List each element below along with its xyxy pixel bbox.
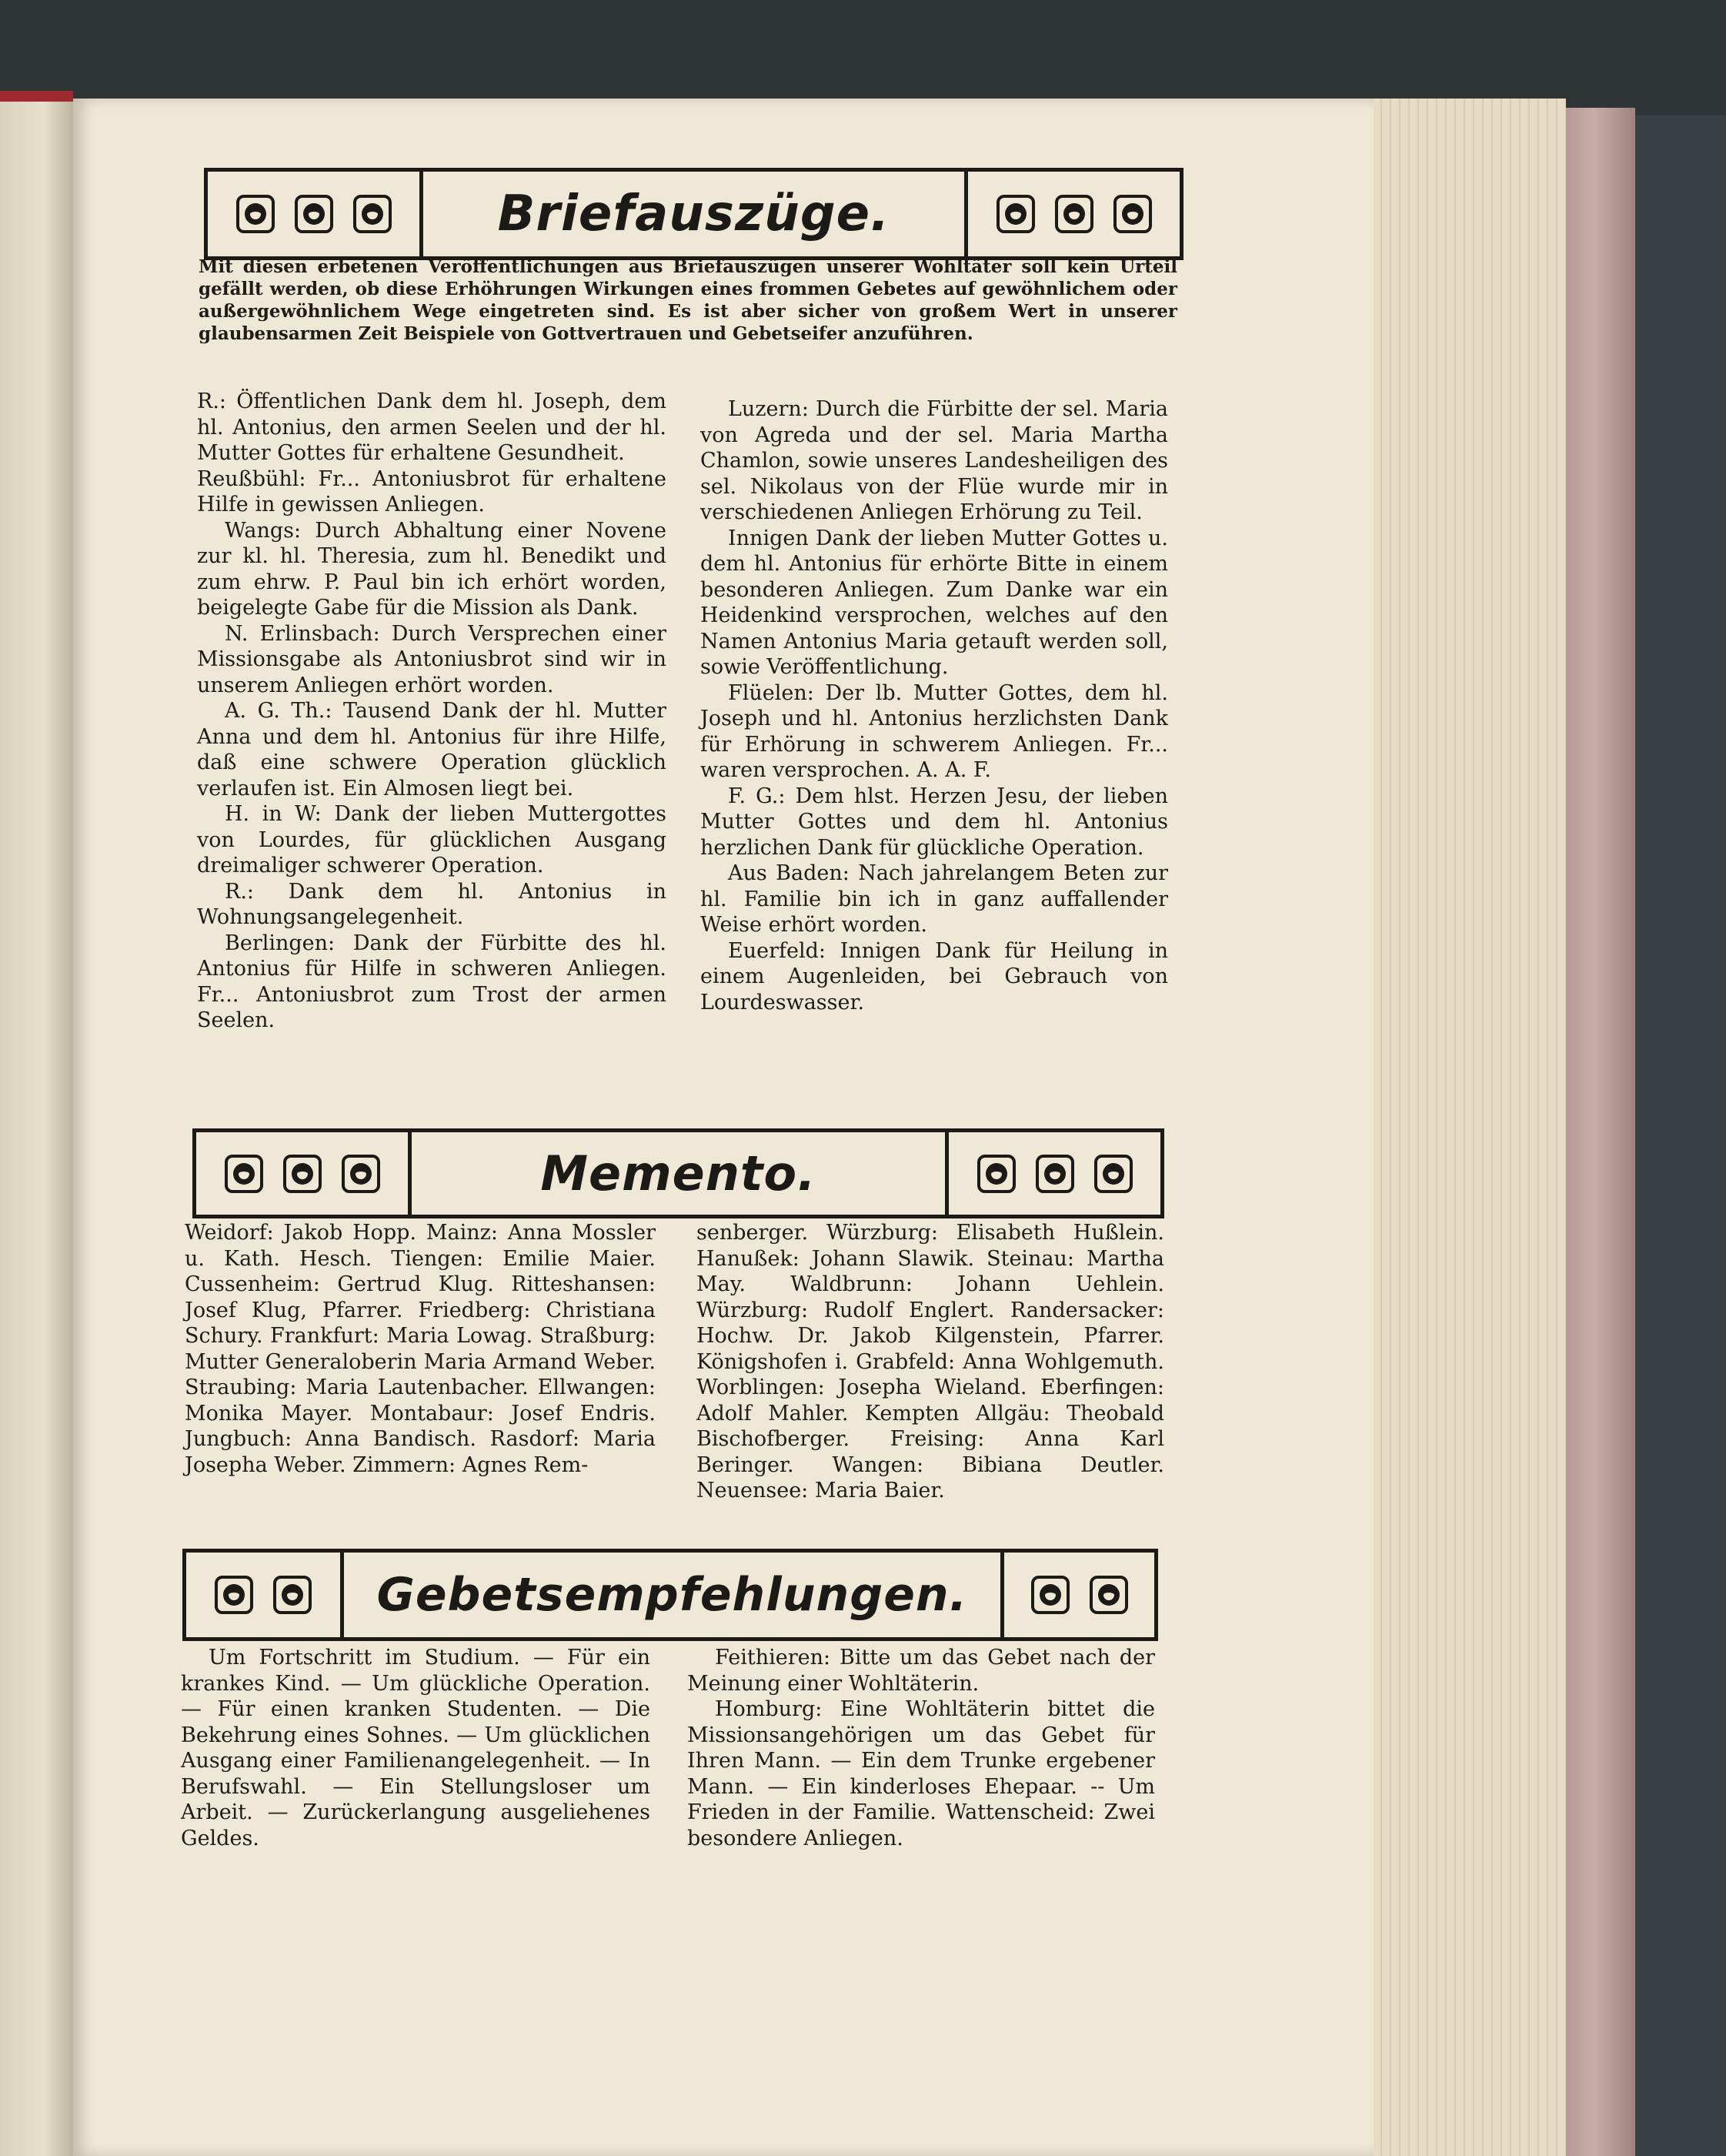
letter-entry: H. in W: Dank der lieben Muttergottes von Lourdes, für glücklichen Ausgang dreimaliger schwerer Operation. bbox=[197, 802, 666, 877]
letter-entry: Flüelen: Der lb. Mutter Gottes, dem hl. Joseph und hl. Antonius herzlichsten Dank für Erhörung in schwerem Anliegen. Fr... waren versprochen. A. A. F. bbox=[700, 680, 1168, 782]
rosette-icon bbox=[977, 1155, 1016, 1193]
memento-column-left bbox=[185, 1220, 656, 1478]
ornament-group-left bbox=[196, 1132, 412, 1215]
book-spine bbox=[1566, 108, 1635, 2156]
rosette-icon bbox=[236, 195, 275, 233]
letter-entry: Innigen Dank der lieben Mutter Gottes u. dem hl. Antonius für erhörte Bitte in einem besonderen Anliegen. Zum Danke war ein Heidenkind versprochen, welches auf den Namen Antonius Maria getauft werden soll, sowie Veröffentlichung. bbox=[700, 526, 1168, 679]
rosette-icon bbox=[273, 1576, 312, 1614]
letter-entry: F. G.: Dem hlst. Herzen Jesu, der lieben Mutter Gottes und dem hl. Antonius herzlichen Dank für glückliche Operation. bbox=[700, 784, 1168, 860]
letter-entry: N. Erlinsbach: Durch Versprechen einer Missionsgabe als Antoniusbrot sind wir in unserem Anliegen erhört worden. bbox=[197, 621, 666, 697]
rosette-icon bbox=[215, 1576, 253, 1614]
briefe-column-right bbox=[700, 396, 1168, 1015]
memento-heading-banner bbox=[192, 1128, 1164, 1218]
letter-entry: A. G. Th.: Tausend Dank der hl. Mutter Anna und dem hl. Antonius für ihre Hilfe, daß eine schwere Operation glücklich verlaufen ist. Ein Almosen liegt bei. bbox=[197, 699, 666, 801]
rosette-icon bbox=[283, 1155, 322, 1193]
gebet-entry: Feithieren: Bitte um das Gebet nach der Meinung einer Wohltäterin. bbox=[687, 1646, 1155, 1696]
ornament-group-right bbox=[1000, 1553, 1154, 1637]
ornament-group-right bbox=[945, 1132, 1160, 1215]
rosette-icon bbox=[1113, 195, 1152, 233]
page-stack bbox=[1374, 99, 1566, 2156]
letter-entry: R.: Dank dem hl. Antonius in Wohnungsangelegenheit. bbox=[197, 879, 666, 929]
rosette-icon bbox=[1090, 1576, 1128, 1614]
gebet-column-right bbox=[687, 1645, 1155, 1851]
briefe-title: Briefauszüge. bbox=[497, 186, 890, 242]
gebet-entry: Homburg: Eine Wohltäterin bittet die Missionsangehörigen um das Gebet für Ihren Mann. — Ein dem Trunke ergebener Mann. — Ein kinderloses Ehepaar. -- Um Frieden in der Familie. Wattenscheid: Zwei besondere Anliegen. bbox=[687, 1697, 1155, 1850]
rosette-icon bbox=[997, 195, 1035, 233]
ornament-group-right bbox=[964, 172, 1180, 256]
left-page-edge bbox=[0, 91, 73, 2156]
binding-edge bbox=[0, 91, 73, 102]
memento-title: Memento. bbox=[540, 1145, 816, 1202]
ornament-group-left bbox=[208, 172, 423, 256]
letter-entry: Aus Baden: Nach jahrelangem Beten zur hl. Familie bin ich in ganz auffallender Weise erhört worden. bbox=[700, 861, 1168, 937]
rosette-icon bbox=[342, 1155, 380, 1193]
gebet-text-left: Um Fortschritt im Studium. — Für ein krankes Kind. — Um glückliche Operation. — Für einen kranken Studenten. — Die Bekehrung eines Sohnes. — Um glücklichen Ausgang einer Familienangelegenheit. — In Berufswahl. — Ein Stellungsloser um Arbeit. — Zurückerlangung ausgeliehenes Geldes. bbox=[181, 1646, 650, 1850]
memento-text-right: senberger. Würzburg: Elisabeth Hußlein. Hanußek: Johann Slawik. Steinau: Martha May. Waldbrunn: Johann Uehlein. Würzburg: Rudolf Englert. Randersacker: Hochw. Dr. Jakob Kilgenstein, Pfarrer. Königshofen i. Grabfeld: Anna Wohlgemuth. Worblingen: Josepha Wieland. Eberfingen: Adolf Mahler. Kempten Allgäu: Theobald Bischofberger. Freising: Anna Karl Beringer. Wangen: Bibiana Deutler. Neuensee: Maria Baier. bbox=[696, 1221, 1164, 1503]
briefe-intro-text: Mit diesen erbetenen Veröffentlichungen aus Briefauszügen unserer Wohltäter soll kein Urteil gefällt werden, ob diese Erhöhrungen Wirkungen eines frommen Gebetes auf gewöhnlichem oder außergewöhnlichem Wege eingetreten sind. Es ist aber sicher von großem Wert in unserer glaubensarmen Zeit Beispiele von Gottvertrauen und Gebetseifer anzuführen. bbox=[199, 256, 1177, 344]
letter-entry: R.: Öffentlichen Dank dem hl. Joseph, dem hl. Antonius, den armen Seelen und der hl. Mutter Gottes für erhaltene Gesundheit. bbox=[197, 389, 666, 465]
book-cover bbox=[1635, 115, 1726, 2156]
rosette-icon bbox=[1094, 1155, 1133, 1193]
memento-column-right bbox=[696, 1220, 1164, 1504]
rosette-icon bbox=[353, 195, 392, 233]
letter-entry: Reußbühl: Fr... Antoniusbrot für erhaltene Hilfe in gewissen Anliegen. bbox=[197, 466, 666, 516]
rosette-icon bbox=[225, 1155, 263, 1193]
briefe-intro bbox=[199, 256, 1177, 345]
letter-entry: Euerfeld: Innigen Dank für Heilung in einem Augenleiden, bei Gebrauch von Lourdeswasser. bbox=[700, 938, 1168, 1014]
rosette-icon bbox=[295, 195, 333, 233]
rosette-icon bbox=[1055, 195, 1093, 233]
memento-text-left: Weidorf: Jakob Hopp. Mainz: Anna Mossler u. Kath. Hesch. Tiengen: Emilie Maier. Cussenheim: Gertrud Klug. Ritteshansen: Josef Klug, Pfarrer. Friedberg: Christiana Schury. Frankfurt: Maria Lowag. Straßburg: Mutter Generaloberin Maria Armand Weber. Straubing: Maria Lautenbacher. Ellwangen: Monika Mayer. Montabaur: Josef Endris. Jungbuch: Anna Bandisch. Rasdorf: Maria Josepha Weber. Zimmern: Agnes Rem- bbox=[185, 1221, 656, 1477]
letter-entry: Wangs: Durch Abhaltung einer Novene zur kl. hl. Theresia, zum hl. Benedikt und zum ehrw. P. Paul bin ich erhört worden, beigelegte Gabe für die Mission als Dank. bbox=[197, 518, 666, 620]
ornament-group-left bbox=[186, 1553, 344, 1637]
letter-entry: Berlingen: Dank der Fürbitte des hl. Antonius für Hilfe in schweren Anliegen. Fr... Antoniusbrot zum Trost der armen Seelen. bbox=[197, 931, 666, 1032]
letter-entry: Luzern: Durch die Fürbitte der sel. Maria von Agreda und der sel. Maria Martha Chamlon, sowie unseres Landesheiligen des sel. Nikolaus von der Flüe wurde mir in verschiedenen Anliegen Erhörung zu Teil. bbox=[700, 397, 1168, 524]
rosette-icon bbox=[1036, 1155, 1074, 1193]
rosette-icon bbox=[1031, 1576, 1070, 1614]
gebet-title: Gebetsempfehlungen. bbox=[376, 1568, 968, 1622]
gebet-heading-banner bbox=[182, 1549, 1158, 1641]
gebet-column-left bbox=[181, 1645, 650, 1851]
briefe-column-left bbox=[197, 389, 666, 1034]
briefe-heading-banner bbox=[204, 168, 1183, 260]
